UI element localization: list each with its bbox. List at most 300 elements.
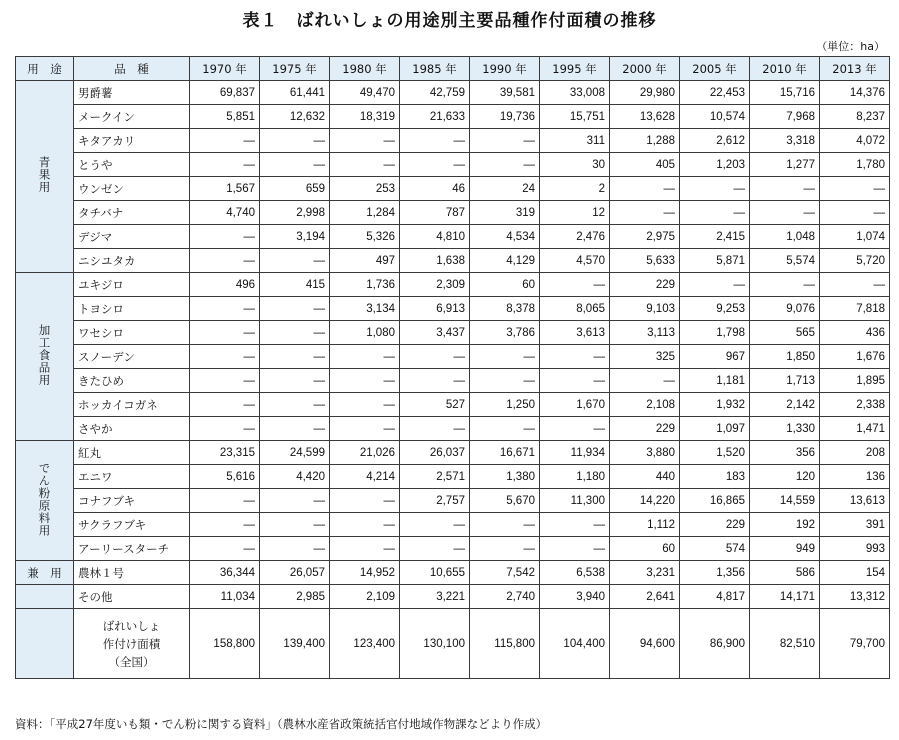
value-cell: 82,510 xyxy=(750,609,820,679)
value-cell: 415 xyxy=(260,273,330,297)
value-cell: — xyxy=(260,345,330,369)
value-cell: 26,057 xyxy=(260,561,330,585)
use-category-label: 加工食品用 xyxy=(37,323,52,387)
value-cell: 1,670 xyxy=(540,393,610,417)
value-cell: 16,671 xyxy=(470,441,540,465)
value-cell: 9,103 xyxy=(610,297,680,321)
total-label xyxy=(74,609,190,679)
value-cell: — xyxy=(260,321,330,345)
value-cell: — xyxy=(470,537,540,561)
value-cell: 11,300 xyxy=(540,489,610,513)
value-cell: — xyxy=(470,513,540,537)
value-cell: — xyxy=(400,417,470,441)
value-cell: — xyxy=(540,345,610,369)
value-cell: — xyxy=(190,321,260,345)
value-cell: — xyxy=(330,537,400,561)
value-cell: 86,900 xyxy=(680,609,750,679)
value-cell: 2,476 xyxy=(540,225,610,249)
variety-name: アーリースターチ xyxy=(74,537,190,561)
value-cell: — xyxy=(680,177,750,201)
value-cell: — xyxy=(260,393,330,417)
value-cell: 2,108 xyxy=(610,393,680,417)
use-category xyxy=(16,585,74,609)
value-cell: — xyxy=(820,177,890,201)
use-category-label: 青果用 xyxy=(37,156,52,194)
value-cell: 2,998 xyxy=(260,201,330,225)
table-row xyxy=(16,129,890,153)
other-row xyxy=(16,585,890,609)
value-cell: — xyxy=(400,129,470,153)
value-cell: 1,277 xyxy=(750,153,820,177)
use-category xyxy=(16,273,74,441)
value-cell: 6,913 xyxy=(400,297,470,321)
value-cell: 1,567 xyxy=(190,177,260,201)
value-cell: — xyxy=(260,537,330,561)
year-header: 2005 年 xyxy=(680,57,750,81)
value-cell: 1,112 xyxy=(610,513,680,537)
value-cell: 158,800 xyxy=(190,609,260,679)
value-cell: 3,940 xyxy=(540,585,610,609)
value-cell: — xyxy=(190,369,260,393)
value-cell: — xyxy=(750,177,820,201)
value-cell: 1,736 xyxy=(330,273,400,297)
value-cell: — xyxy=(190,537,260,561)
year-header: 1980 年 xyxy=(330,57,400,81)
value-cell: 229 xyxy=(680,513,750,537)
table-row xyxy=(16,537,890,561)
use-category xyxy=(16,561,74,585)
value-cell: 36,344 xyxy=(190,561,260,585)
value-cell: 11,034 xyxy=(190,585,260,609)
value-cell: 39,581 xyxy=(470,81,540,105)
value-cell: 1,074 xyxy=(820,225,890,249)
value-cell: — xyxy=(330,489,400,513)
value-cell: — xyxy=(680,273,750,297)
variety-name: コナフブキ xyxy=(74,489,190,513)
value-cell: 24,599 xyxy=(260,441,330,465)
value-cell: — xyxy=(330,153,400,177)
variety-name: ニシユタカ xyxy=(74,249,190,273)
value-cell: 1,471 xyxy=(820,417,890,441)
variety-name: 男爵薯 xyxy=(74,81,190,105)
area-table xyxy=(15,56,890,679)
value-cell: 183 xyxy=(680,465,750,489)
value-cell: — xyxy=(470,345,540,369)
value-cell: 104,400 xyxy=(540,609,610,679)
value-cell: 4,740 xyxy=(190,201,260,225)
use-category xyxy=(16,609,74,679)
value-cell: 2,641 xyxy=(610,585,680,609)
value-cell: 19,736 xyxy=(470,105,540,129)
value-cell: 9,076 xyxy=(750,297,820,321)
value-cell: 5,326 xyxy=(330,225,400,249)
value-cell: 2,338 xyxy=(820,393,890,417)
table-row xyxy=(16,273,890,297)
use-category-label: 兼 用 xyxy=(27,565,62,580)
variety-name: その他 xyxy=(74,585,190,609)
value-cell: 33,008 xyxy=(540,81,610,105)
table-row xyxy=(16,345,890,369)
value-cell: — xyxy=(260,417,330,441)
table-row xyxy=(16,393,890,417)
table-row xyxy=(16,225,890,249)
table-row xyxy=(16,153,890,177)
value-cell: 5,851 xyxy=(190,105,260,129)
value-cell: 3,113 xyxy=(610,321,680,345)
variety-header: 品 種 xyxy=(74,57,190,81)
value-cell: — xyxy=(400,153,470,177)
year-header: 2000 年 xyxy=(610,57,680,81)
value-cell: 13,613 xyxy=(820,489,890,513)
value-cell: 5,720 xyxy=(820,249,890,273)
value-cell: 11,934 xyxy=(540,441,610,465)
value-cell: 46 xyxy=(400,177,470,201)
value-cell: — xyxy=(190,345,260,369)
table-title: 表１ ばれいしょの用途別主要品種作付面積の推移 xyxy=(242,11,657,31)
value-cell: 1,288 xyxy=(610,129,680,153)
value-cell: 1,850 xyxy=(750,345,820,369)
variety-name: サクラフブキ xyxy=(74,513,190,537)
variety-name: タチバナ xyxy=(74,201,190,225)
value-cell: 1,048 xyxy=(750,225,820,249)
value-cell: — xyxy=(260,249,330,273)
value-cell: 2,985 xyxy=(260,585,330,609)
value-cell: 29,980 xyxy=(610,81,680,105)
table-row xyxy=(16,513,890,537)
table-row xyxy=(16,417,890,441)
value-cell: 1,097 xyxy=(680,417,750,441)
value-cell: — xyxy=(190,417,260,441)
value-cell: — xyxy=(680,201,750,225)
value-cell: 5,616 xyxy=(190,465,260,489)
value-cell: 14,376 xyxy=(820,81,890,105)
value-cell: 1,520 xyxy=(680,441,750,465)
value-cell: — xyxy=(400,345,470,369)
table-row xyxy=(16,465,890,489)
value-cell: 42,759 xyxy=(400,81,470,105)
year-header: 1990 年 xyxy=(470,57,540,81)
value-cell: 1,284 xyxy=(330,201,400,225)
value-cell: 12 xyxy=(540,201,610,225)
value-cell: 208 xyxy=(820,441,890,465)
variety-name: エニワ xyxy=(74,465,190,489)
value-cell: 16,865 xyxy=(680,489,750,513)
variety-name: トヨシロ xyxy=(74,297,190,321)
value-cell: 1,380 xyxy=(470,465,540,489)
use-category xyxy=(16,441,74,561)
value-cell: 2,757 xyxy=(400,489,470,513)
variety-name: さやか xyxy=(74,417,190,441)
value-cell: 8,378 xyxy=(470,297,540,321)
table-row xyxy=(16,489,890,513)
value-cell: 7,542 xyxy=(470,561,540,585)
value-cell: 1,356 xyxy=(680,561,750,585)
value-cell: 325 xyxy=(610,345,680,369)
value-cell: — xyxy=(750,273,820,297)
value-cell: 1,798 xyxy=(680,321,750,345)
table-row xyxy=(16,297,890,321)
value-cell: 3,318 xyxy=(750,129,820,153)
total-label-line: ばれいしょ xyxy=(102,618,161,633)
value-cell: 22,453 xyxy=(680,81,750,105)
table-row xyxy=(16,105,890,129)
value-cell: — xyxy=(190,513,260,537)
value-cell: — xyxy=(190,297,260,321)
value-cell: 1,330 xyxy=(750,417,820,441)
value-cell: 7,968 xyxy=(750,105,820,129)
value-cell: 1,713 xyxy=(750,369,820,393)
variety-name: スノーデン xyxy=(74,345,190,369)
value-cell: 9,253 xyxy=(680,297,750,321)
year-header: 2010 年 xyxy=(750,57,820,81)
variety-name: ウンゼン xyxy=(74,177,190,201)
value-cell: 4,129 xyxy=(470,249,540,273)
value-cell: 4,420 xyxy=(260,465,330,489)
value-cell: 4,810 xyxy=(400,225,470,249)
value-cell: 391 xyxy=(820,513,890,537)
use-category-label: でん粉原料用 xyxy=(37,461,52,537)
value-cell: 565 xyxy=(750,321,820,345)
variety-name: ホッカイコガネ xyxy=(74,393,190,417)
value-cell: 21,026 xyxy=(330,441,400,465)
value-cell: 2 xyxy=(540,177,610,201)
value-cell: — xyxy=(190,129,260,153)
value-cell: 8,065 xyxy=(540,297,610,321)
value-cell: 14,171 xyxy=(750,585,820,609)
value-cell: — xyxy=(190,225,260,249)
value-cell: 123,400 xyxy=(330,609,400,679)
variety-name: 農林１号 xyxy=(74,561,190,585)
table-row xyxy=(16,249,890,273)
value-cell: 10,574 xyxy=(680,105,750,129)
value-cell: — xyxy=(330,369,400,393)
value-cell: 4,214 xyxy=(330,465,400,489)
year-header: 1970 年 xyxy=(190,57,260,81)
value-cell: 10,655 xyxy=(400,561,470,585)
value-cell: 3,786 xyxy=(470,321,540,345)
value-cell: 18,319 xyxy=(330,105,400,129)
value-cell: 94,600 xyxy=(610,609,680,679)
value-cell: 2,571 xyxy=(400,465,470,489)
value-cell: 3,880 xyxy=(610,441,680,465)
value-cell: 2,109 xyxy=(330,585,400,609)
value-cell: 436 xyxy=(820,321,890,345)
value-cell: 5,871 xyxy=(680,249,750,273)
value-cell: 1,203 xyxy=(680,153,750,177)
variety-name: 紅丸 xyxy=(74,441,190,465)
value-cell: — xyxy=(190,153,260,177)
table-body xyxy=(16,81,890,679)
value-cell: 3,613 xyxy=(540,321,610,345)
value-cell: 3,437 xyxy=(400,321,470,345)
value-cell: 3,231 xyxy=(610,561,680,585)
total-label-line: 作付け面積 xyxy=(102,636,161,651)
value-cell: 967 xyxy=(680,345,750,369)
value-cell: 1,250 xyxy=(470,393,540,417)
value-cell: — xyxy=(540,417,610,441)
value-cell: 229 xyxy=(610,417,680,441)
value-cell: — xyxy=(540,537,610,561)
value-cell: 1,932 xyxy=(680,393,750,417)
table-row xyxy=(16,561,890,585)
value-cell: — xyxy=(330,417,400,441)
value-cell: 1,180 xyxy=(540,465,610,489)
value-cell: 527 xyxy=(400,393,470,417)
variety-name: ワセシロ xyxy=(74,321,190,345)
value-cell: 3,194 xyxy=(260,225,330,249)
variety-name: キタアカリ xyxy=(74,129,190,153)
value-cell: 2,612 xyxy=(680,129,750,153)
value-cell: 1,676 xyxy=(820,345,890,369)
value-cell: 26,037 xyxy=(400,441,470,465)
value-cell: 2,740 xyxy=(470,585,540,609)
table-row xyxy=(16,81,890,105)
variety-name: メークイン xyxy=(74,105,190,129)
value-cell: 130,100 xyxy=(400,609,470,679)
value-cell: 2,975 xyxy=(610,225,680,249)
total-label-line: （全国） xyxy=(108,654,155,669)
value-cell: — xyxy=(610,369,680,393)
value-cell: — xyxy=(750,201,820,225)
value-cell: 1,895 xyxy=(820,369,890,393)
use-header: 用 途 xyxy=(16,57,74,81)
value-cell: 13,312 xyxy=(820,585,890,609)
value-cell: — xyxy=(260,369,330,393)
value-cell: 13,628 xyxy=(610,105,680,129)
value-cell: 15,751 xyxy=(540,105,610,129)
value-cell: — xyxy=(190,489,260,513)
value-cell: 253 xyxy=(330,177,400,201)
value-cell: 4,817 xyxy=(680,585,750,609)
value-cell: 497 xyxy=(330,249,400,273)
value-cell: — xyxy=(610,201,680,225)
value-cell: 1,780 xyxy=(820,153,890,177)
value-cell: 79,700 xyxy=(820,609,890,679)
value-cell: — xyxy=(400,513,470,537)
header-row xyxy=(16,57,890,81)
value-cell: — xyxy=(330,513,400,537)
value-cell: 4,570 xyxy=(540,249,610,273)
value-cell: 787 xyxy=(400,201,470,225)
value-cell: — xyxy=(820,273,890,297)
value-cell: 659 xyxy=(260,177,330,201)
value-cell: 14,952 xyxy=(330,561,400,585)
value-cell: — xyxy=(400,537,470,561)
year-header: 2013 年 xyxy=(820,57,890,81)
value-cell: 1,080 xyxy=(330,321,400,345)
value-cell: — xyxy=(400,369,470,393)
value-cell: 319 xyxy=(470,201,540,225)
value-cell: — xyxy=(470,417,540,441)
value-cell: 69,837 xyxy=(190,81,260,105)
variety-name: デジマ xyxy=(74,225,190,249)
value-cell: 2,309 xyxy=(400,273,470,297)
value-cell: — xyxy=(260,129,330,153)
value-cell: — xyxy=(330,129,400,153)
value-cell: 49,470 xyxy=(330,81,400,105)
variety-name: とうや xyxy=(74,153,190,177)
source-note: 資料：「平成27年度いも類・でん粉に関する資料」（農林水産省政策統括官付地域作物課などより作成） xyxy=(15,717,548,731)
value-cell: 136 xyxy=(820,465,890,489)
value-cell: — xyxy=(610,177,680,201)
value-cell: 6,538 xyxy=(540,561,610,585)
value-cell: 14,559 xyxy=(750,489,820,513)
value-cell: 4,072 xyxy=(820,129,890,153)
value-cell: 5,670 xyxy=(470,489,540,513)
value-cell: 4,534 xyxy=(470,225,540,249)
value-cell: 311 xyxy=(540,129,610,153)
value-cell: — xyxy=(260,489,330,513)
year-header: 1995 年 xyxy=(540,57,610,81)
value-cell: 440 xyxy=(610,465,680,489)
value-cell: 3,221 xyxy=(400,585,470,609)
value-cell: 115,800 xyxy=(470,609,540,679)
value-cell: 120 xyxy=(750,465,820,489)
value-cell: — xyxy=(190,249,260,273)
value-cell: 7,818 xyxy=(820,297,890,321)
value-cell: 3,134 xyxy=(330,297,400,321)
table-row xyxy=(16,201,890,225)
table-row xyxy=(16,441,890,465)
value-cell: 1,181 xyxy=(680,369,750,393)
value-cell: 5,633 xyxy=(610,249,680,273)
total-row xyxy=(16,609,890,679)
value-cell: — xyxy=(820,201,890,225)
value-cell: 30 xyxy=(540,153,610,177)
value-cell: 192 xyxy=(750,513,820,537)
value-cell: 405 xyxy=(610,153,680,177)
value-cell: — xyxy=(330,393,400,417)
value-cell: 139,400 xyxy=(260,609,330,679)
value-cell: 1,638 xyxy=(400,249,470,273)
value-cell: 993 xyxy=(820,537,890,561)
value-cell: 2,415 xyxy=(680,225,750,249)
value-cell: — xyxy=(330,345,400,369)
value-cell: 586 xyxy=(750,561,820,585)
value-cell: 949 xyxy=(750,537,820,561)
value-cell: 60 xyxy=(470,273,540,297)
value-cell: — xyxy=(470,369,540,393)
value-cell: 24 xyxy=(470,177,540,201)
value-cell: 154 xyxy=(820,561,890,585)
value-cell: 14,220 xyxy=(610,489,680,513)
value-cell: 15,716 xyxy=(750,81,820,105)
value-cell: — xyxy=(540,369,610,393)
year-header: 1985 年 xyxy=(400,57,470,81)
value-cell: — xyxy=(260,153,330,177)
year-header: 1975 年 xyxy=(260,57,330,81)
variety-name: ユキジロ xyxy=(74,273,190,297)
value-cell: — xyxy=(470,129,540,153)
value-cell: 23,315 xyxy=(190,441,260,465)
value-cell: 356 xyxy=(750,441,820,465)
value-cell: 21,633 xyxy=(400,105,470,129)
value-cell: — xyxy=(260,513,330,537)
value-cell: 229 xyxy=(610,273,680,297)
value-cell: 5,574 xyxy=(750,249,820,273)
value-cell: — xyxy=(260,297,330,321)
table-row xyxy=(16,369,890,393)
table-row xyxy=(16,177,890,201)
value-cell: 2,142 xyxy=(750,393,820,417)
value-cell: 8,237 xyxy=(820,105,890,129)
value-cell: — xyxy=(540,513,610,537)
variety-name: きたひめ xyxy=(74,369,190,393)
value-cell: 496 xyxy=(190,273,260,297)
value-cell: 60 xyxy=(610,537,680,561)
value-cell: 61,441 xyxy=(260,81,330,105)
table-row xyxy=(16,321,890,345)
